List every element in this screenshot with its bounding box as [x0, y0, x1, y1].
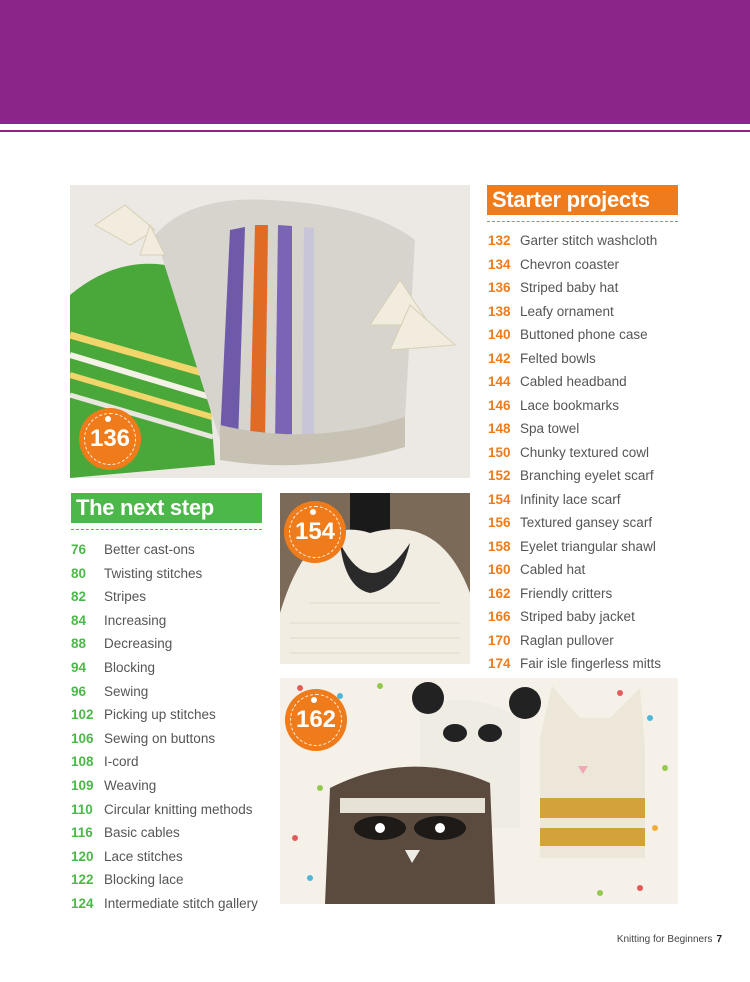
toc-entry-page: 109	[71, 777, 94, 793]
toc-entry-page: 94	[71, 659, 87, 675]
toc-entry[interactable]	[71, 609, 276, 633]
toc-entry-page: 122	[71, 872, 94, 888]
toc-entry-label: Cabled hat	[520, 562, 586, 577]
toc-entry-label: Picking up stitches	[104, 707, 216, 723]
next-step-list	[71, 538, 276, 916]
toc-entry[interactable]	[71, 680, 276, 704]
toc-entry-page: 132	[488, 233, 511, 248]
toc-entry-label: Decreasing	[104, 636, 173, 652]
toc-entry-page: 88	[71, 636, 87, 652]
toc-entry[interactable]	[71, 656, 276, 680]
toc-entry[interactable]	[71, 821, 276, 845]
toc-entry-label: Cabled headband	[520, 374, 627, 389]
toc-entry[interactable]	[488, 582, 718, 606]
starter-projects-heading: Starter projects	[487, 185, 678, 215]
toc-entry-page: 146	[488, 397, 511, 413]
toc-entry-page: 160	[488, 562, 511, 577]
hat-page-badge[interactable]: 136	[81, 410, 139, 468]
toc-entry-page: 166	[488, 609, 511, 624]
toc-entry-label: Increasing	[104, 612, 167, 628]
toc-entry-label: Friendly critters	[520, 585, 613, 601]
toc-entry-label: Garter stitch washcloth	[520, 233, 658, 248]
toc-entry[interactable]	[488, 417, 718, 441]
toc-entry-label: Spa towel	[520, 421, 580, 436]
toc-entry[interactable]	[488, 464, 718, 488]
toc-entry[interactable]	[71, 703, 276, 727]
starter-projects-divider	[487, 221, 678, 222]
toc-entry[interactable]	[488, 488, 718, 512]
toc-entry-label: Lace bookmarks	[520, 397, 620, 413]
toc-entry-page: 156	[488, 515, 511, 530]
toc-entry-label: Buttoned phone case	[520, 327, 648, 342]
toc-entry-label: Chunky textured cowl	[520, 444, 650, 460]
toc-entry-label: I-cord	[104, 754, 139, 770]
toc-entry-page: 96	[71, 683, 87, 699]
toc-entry-label: Branching eyelet scarf	[520, 468, 654, 483]
toc-entry-page: 124	[71, 895, 94, 911]
toc-entry-label: Textured gansey scarf	[520, 515, 653, 530]
toc-entry-page: 142	[488, 350, 511, 366]
toc-entry-label: Blocking	[104, 659, 156, 675]
toc-entry-label: Striped baby jacket	[520, 609, 635, 624]
toc-entry[interactable]	[488, 535, 718, 559]
next-step-heading: The next step	[71, 493, 262, 523]
toc-entry-page: 82	[71, 589, 87, 605]
toc-entry-label: Infinity lace scarf	[520, 491, 621, 507]
toc-entry-page: 84	[71, 612, 87, 628]
toc-entry[interactable]	[488, 323, 718, 347]
starter-projects-list	[488, 229, 718, 676]
toc-entry[interactable]	[488, 276, 718, 300]
toc-entry-label: Sewing on buttons	[104, 730, 216, 746]
toc-entry[interactable]	[488, 253, 718, 277]
toc-entry-page: 102	[71, 707, 94, 723]
toc-entry[interactable]	[488, 394, 718, 418]
toc-entry[interactable]	[488, 300, 718, 324]
toc-entry-page: 170	[488, 632, 511, 648]
toc-entry[interactable]	[71, 562, 276, 586]
toc-entry-label: Chevron coaster	[520, 256, 620, 272]
header-rule	[0, 130, 750, 132]
toc-entry[interactable]	[488, 558, 718, 582]
cowl-photo	[280, 493, 470, 664]
hat-photo	[70, 185, 470, 478]
critters-photo	[280, 678, 678, 904]
toc-entry-page: 76	[71, 542, 87, 557]
toc-entry-label: Fair isle fingerless mitts	[520, 656, 662, 671]
toc-entry-label: Better cast-ons	[104, 542, 195, 557]
toc-entry[interactable]	[488, 229, 718, 253]
toc-entry-label: Sewing	[104, 683, 149, 699]
toc-entry-page: 138	[488, 303, 511, 319]
toc-entry-page: 80	[71, 565, 87, 581]
toc-entry[interactable]	[488, 370, 718, 394]
toc-entry-page: 144	[488, 374, 511, 389]
header-band	[0, 0, 750, 124]
critters-page-badge[interactable]: 162	[287, 691, 345, 749]
toc-entry[interactable]	[71, 868, 276, 892]
toc-entry-label: Blocking lace	[104, 872, 184, 888]
toc-entry[interactable]	[71, 750, 276, 774]
toc-entry-label: Intermediate stitch gallery	[104, 895, 258, 911]
toc-entry-page: 110	[71, 801, 93, 817]
toc-entry[interactable]	[71, 774, 276, 798]
toc-entry-label: Circular knitting methods	[104, 801, 253, 817]
toc-entry-page: 152	[488, 468, 511, 483]
page-footer	[617, 934, 722, 945]
toc-entry[interactable]	[71, 538, 276, 562]
toc-entry-page: 158	[488, 538, 511, 554]
toc-entry[interactable]	[71, 585, 276, 609]
toc-entry[interactable]	[71, 798, 276, 822]
toc-entry[interactable]	[488, 605, 718, 629]
toc-entry[interactable]	[71, 727, 276, 751]
toc-entry-page: 134	[488, 256, 511, 272]
cowl-page-badge[interactable]: 154	[286, 503, 344, 561]
toc-entry-page: 174	[488, 656, 511, 671]
toc-entry-label: Weaving	[104, 777, 157, 793]
toc-entry-page: 154	[488, 491, 511, 507]
toc-entry-page: 116	[71, 825, 93, 841]
toc-entry[interactable]	[71, 892, 276, 916]
toc-entry-label: Lace stitches	[104, 848, 183, 864]
toc-entry-label: Twisting stitches	[104, 565, 203, 581]
footer-book-title: Knitting for Beginners	[616, 934, 713, 945]
toc-entry-page: 148	[488, 421, 511, 436]
next-step-divider	[71, 529, 262, 530]
toc-entry-page: 108	[71, 754, 94, 770]
toc-entry-label: Eyelet triangular shawl	[520, 538, 656, 554]
footer-page-number: 7	[716, 934, 722, 945]
toc-entry-page: 120	[71, 848, 94, 864]
toc-entry[interactable]	[488, 511, 718, 535]
toc-entry-label: Striped baby hat	[520, 280, 619, 295]
toc-entry[interactable]	[488, 347, 718, 371]
toc-entry-label: Stripes	[104, 589, 147, 605]
toc-entry-page: 106	[71, 730, 94, 746]
toc-entry-label: Leafy ornament	[520, 303, 614, 319]
toc-entry-page: 140	[488, 327, 511, 342]
toc-entry[interactable]	[488, 441, 718, 465]
toc-entry-page: 162	[488, 585, 511, 601]
toc-entry[interactable]	[488, 652, 718, 676]
toc-entry-label: Basic cables	[104, 825, 180, 841]
toc-entry-page: 150	[488, 444, 511, 460]
toc-entry[interactable]	[488, 629, 718, 653]
toc-entry[interactable]	[71, 632, 276, 656]
toc-entry[interactable]	[71, 845, 276, 869]
toc-entry-label: Raglan pullover	[520, 632, 614, 648]
toc-entry-label: Felted bowls	[520, 350, 596, 366]
toc-entry-page: 136	[488, 280, 511, 295]
